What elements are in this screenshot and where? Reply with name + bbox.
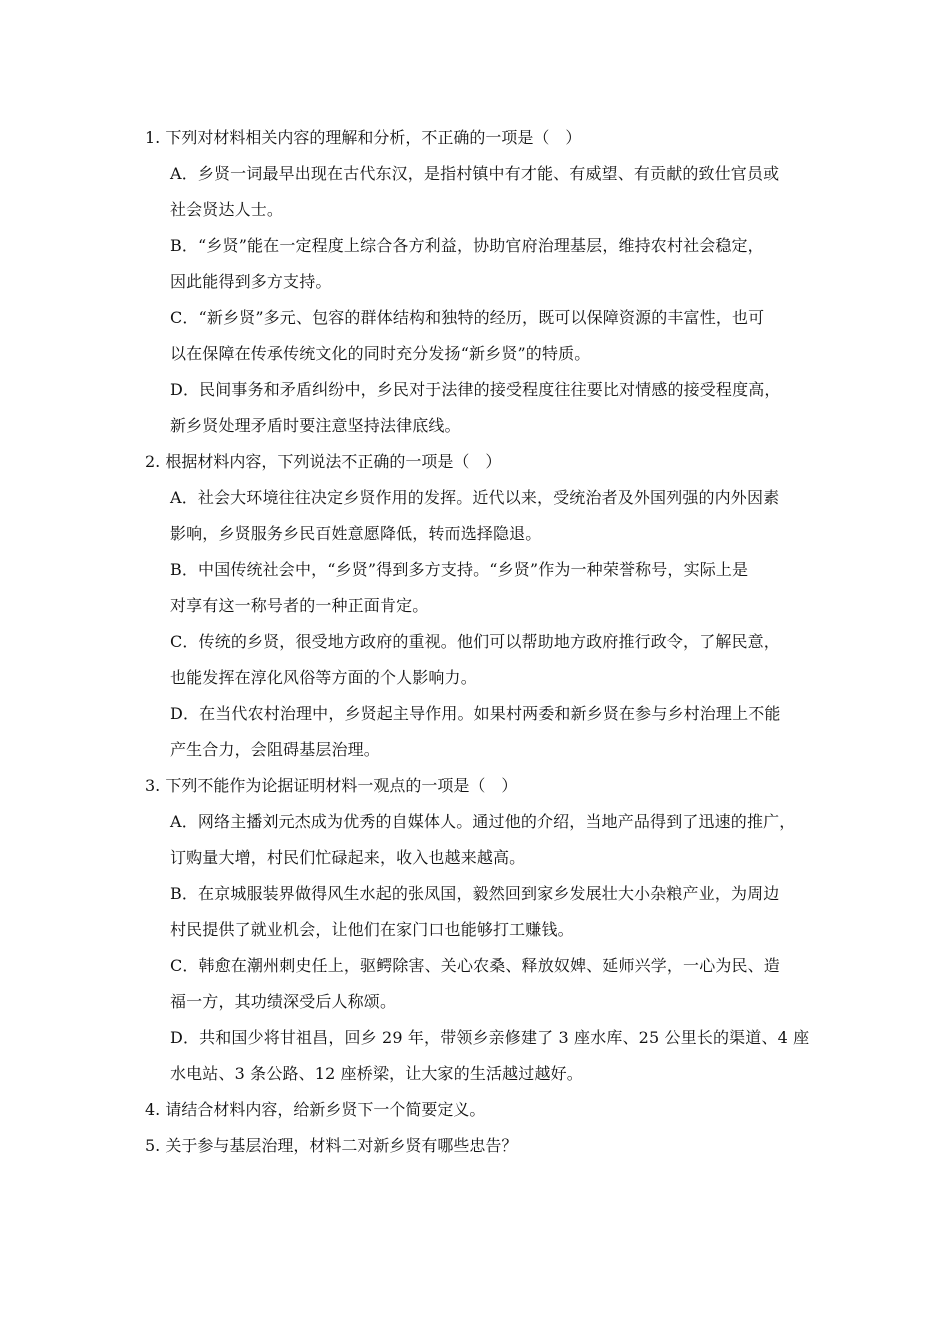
option-line: 村民提供了就业机会，让他们在家门口也能够打工赚钱。: [170, 920, 574, 939]
option-line: 产生合力，会阻碍基层治理。: [170, 740, 380, 759]
option-line: 社会贤达人士。: [170, 200, 284, 219]
option-line: 也能发挥在淳化风俗等方面的个人影响力。: [170, 668, 477, 687]
question-2: [145, 452, 825, 472]
question-4: [145, 1100, 825, 1120]
question-number: 1.: [145, 128, 161, 147]
question-1-option-c: [170, 300, 820, 372]
option-line: A．网络主播刘元杰成为优秀的自媒体人。通过他的介绍，当地产品得到了迅速的推广，: [170, 812, 796, 831]
option-line: 对享有这一称号者的一种正面肯定。: [170, 596, 429, 615]
question-number: 5.: [145, 1136, 161, 1155]
question-1-option-d: [170, 372, 820, 444]
option-line: 福一方，其功绩深受后人称颂。: [170, 992, 397, 1011]
option-line: 新乡贤处理矛盾时要注意坚持法律底线。: [170, 416, 461, 435]
question-2-option-a: [170, 480, 820, 552]
option-line: B．“乡贤”能在一定程度上综合各方利益，协助官府治理基层，维持农村社会稳定，: [170, 236, 764, 255]
question-1: [145, 128, 825, 148]
question-number: 3.: [145, 776, 161, 795]
option-line: C．传统的乡贤，很受地方政府的重视。他们可以帮助地方政府推行政令，了解民意，: [170, 632, 780, 651]
option-line: C．“新乡贤”多元、包容的群体结构和独特的经历，既可以保障资源的丰富性，也可: [170, 308, 765, 327]
question-3-option-c: [170, 948, 820, 1020]
option-line: 因此能得到多方支持。: [170, 272, 332, 291]
question-stem: 根据材料内容，下列说法不正确的一项是（ ）: [165, 452, 502, 471]
question-5: [145, 1136, 825, 1156]
option-line: B．在京城服装界做得风生水起的张凤国，毅然回到家乡发展壮大小杂粮产业，为周边: [170, 884, 780, 903]
question-3: [145, 776, 825, 796]
question-3-option-a: [170, 804, 820, 876]
question-number: 4.: [145, 1100, 161, 1119]
question-1-option-a: [170, 156, 820, 228]
option-line: 以在保障在传承传统文化的同时充分发扬“新乡贤”的特质。: [170, 344, 591, 363]
option-line: A．社会大环境往往决定乡贤作用的发挥。近代以来，受统治者及外国列强的内外因素: [170, 488, 780, 507]
option-line: 订购量大增，村民们忙碌起来，收入也越来越高。: [170, 848, 526, 867]
question-stem: 下列不能作为论据证明材料一观点的一项是（ ）: [165, 776, 518, 795]
option-line: D．共和国少将甘祖昌，回乡 29 年，带领乡亲修建了 3 座水库、25 公里长的渠道、4 座: [170, 1028, 810, 1047]
question-2-option-d: [170, 696, 820, 768]
question-2-option-b: [170, 552, 820, 624]
question-stem: 请结合材料内容，给新乡贤下一个简要定义。: [165, 1100, 486, 1119]
option-line: D．在当代农村治理中，乡贤起主导作用。如果村两委和新乡贤在参与乡村治理上不能: [170, 704, 781, 723]
question-3-option-b: [170, 876, 820, 948]
question-2-option-c: [170, 624, 820, 696]
option-line: B．中国传统社会中，“乡贤”得到多方支持。“乡贤”作为一种荣誉称号，实际上是: [170, 560, 749, 579]
option-line: C．韩愈在潮州刺史任上，驱鳄除害、关心农桑、释放奴婢、延师兴学，一心为民、造: [170, 956, 780, 975]
question-stem: 关于参与基层治理，材料二对新乡贤有哪些忠告？: [165, 1136, 518, 1155]
option-line: 水电站、3 条公路、12 座桥梁，让大家的生活越过越好。: [170, 1064, 583, 1083]
question-3-option-d: [170, 1020, 820, 1092]
question-number: 2.: [145, 452, 161, 471]
option-line: 影响，乡贤服务乡民百姓意愿降低，转而选择隐退。: [170, 524, 542, 543]
option-line: D．民间事务和矛盾纠纷中，乡民对于法律的接受程度往往要比对情感的接受程度高，: [170, 380, 781, 399]
option-line: A．乡贤一词最早出现在古代东汉，是指村镇中有才能、有威望、有贡献的致仕官员或: [170, 164, 780, 183]
question-1-option-b: [170, 228, 820, 300]
question-stem: 下列对材料相关内容的理解和分析，不正确的一项是（ ）: [165, 128, 582, 147]
